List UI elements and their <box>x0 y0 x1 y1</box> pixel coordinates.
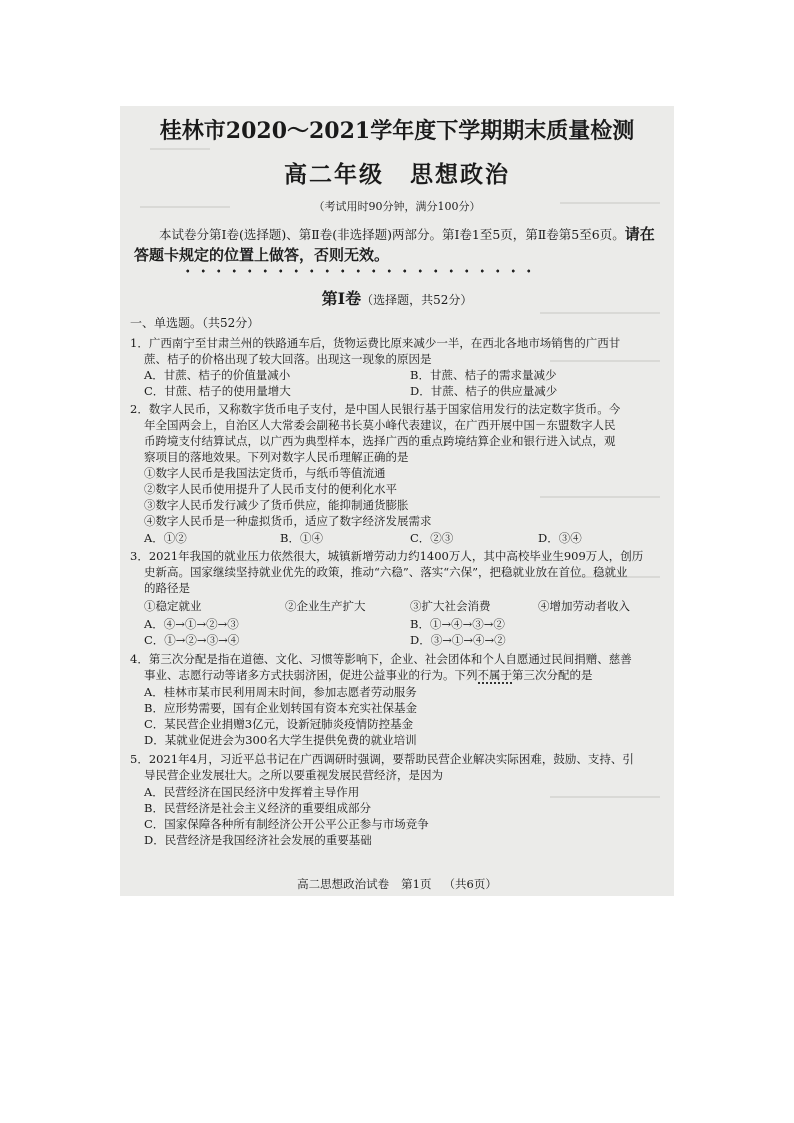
q5-option-b: B．民营经济是社会主义经济的重要组成部分 <box>144 801 371 815</box>
footer-name: 高二思想政治试卷 <box>297 877 390 891</box>
volume-note: （选择题，共52分） <box>361 293 473 307</box>
exam-title: 桂林市2020～2021学年度下学期期末质量检测 <box>159 118 635 144</box>
q1-option-b: B．甘蔗、桔子的需求量减少 <box>410 368 557 382</box>
q1-option-a: A．甘蔗、桔子的价值量减小 <box>144 368 291 382</box>
q5-option-d: D．民营经济是我国经济社会发展的重要基础 <box>144 833 372 847</box>
q2-statement-4: ④数字人民币是一种虚拟货币，适应了数字经济发展需求 <box>144 514 432 528</box>
q1-stem-2: 蔗、桔子的价格出现了较大回落。出现这一现象的原因是 <box>144 352 432 366</box>
q3-statement-3: ③扩大社会消费 <box>410 599 491 613</box>
q3-option-b: B．①→④→③→② <box>410 617 505 631</box>
q2-option-c: C．②③ <box>410 531 454 545</box>
q3-statement-4: ④增加劳动者收入 <box>538 599 630 613</box>
q2-statement-1: ①数字人民币是我国法定货币，与纸币等值流通 <box>144 466 386 480</box>
q4-stem-2a: 事业、志愿行动等诸多方式扶弱济困，促进公益事业的行为。下列 <box>144 668 478 682</box>
exam-subtitle <box>120 156 674 189</box>
q1-stem-1: 1．广西南宁至甘肃兰州的铁路通车后，货物运费比原来减少一半，在西北各地市场销售的广西甘 <box>130 336 621 350</box>
q3-stem-3: 的路径是 <box>144 581 190 595</box>
q1-option-d: D．甘蔗、桔子的供应量减少 <box>410 384 558 398</box>
time-note: （考试用时90分钟，满分100分） <box>313 200 481 213</box>
q2-option-b: B．①④ <box>280 531 323 545</box>
q4-stem-1: 4．第三次分配是指在道德、文化、习惯等影响下，企业、社会团体和个人自愿通过民间捐赠、慈善 <box>130 652 632 666</box>
emphasis-dots <box>180 268 540 274</box>
q3-option-a: A．④→①→②→③ <box>144 617 239 631</box>
q2-option-d: D．③④ <box>538 531 582 545</box>
q4-option-b: B．应形势需要，国有企业划转国有资本充实社保基金 <box>144 701 417 715</box>
q4-option-d: D．某就业促进会为300名大学生提供免费的就业培训 <box>144 733 417 747</box>
q4-option-a: A．桂林市某市民利用周末时间，参加志愿者劳动服务 <box>144 685 417 699</box>
q2-stem-4: 察项目的落地效果。下列对数字人民币理解正确的是 <box>144 450 409 464</box>
footer-total: （共6页） <box>443 877 497 891</box>
q4-emphasis: 不属于 <box>477 668 512 682</box>
exam-page <box>120 106 674 896</box>
q3-statement-1: ①稳定就业 <box>144 599 202 613</box>
q2-statement-2: ②数字人民币使用提升了人民币支付的便利化水平 <box>144 482 397 496</box>
intro-paragraph <box>134 224 664 266</box>
subject-label: 思想政治 <box>410 161 510 188</box>
intro-line-1: 本试卷分第Ⅰ卷(选择题)、第Ⅱ卷(非选择题)两部分。第Ⅰ卷1至5页，第Ⅱ卷第5至 <box>159 227 592 242</box>
q5-stem-1: 5．2021年4月，习近平总书记在广西调研时强调，要帮助民营企业解决实际困难，鼓励、支持、引 <box>130 752 634 766</box>
q2-stem-2: 年全国两会上，自治区人大常委会副秘书长莫小峰代表建议，在广西开展中国－东盟数字人民 <box>144 418 616 432</box>
q2-stem-3: 币跨境支付结算试点，以广西为典型样本，选择广西的重点跨境结算企业和银行进入试点，观 <box>144 434 616 448</box>
q3-option-d: D．③→①→④→② <box>410 633 506 647</box>
q3-statement-2: ②企业生产扩大 <box>285 599 366 613</box>
q5-option-a: A．民营经济在国民经济中发挥着主导作用 <box>144 785 360 799</box>
footer-page: 第1页 <box>401 877 432 891</box>
q1-option-c: C．甘蔗、桔子的使用量增大 <box>144 384 291 398</box>
q4-stem-2 <box>144 667 593 683</box>
q2-option-a: A．①② <box>144 531 187 545</box>
q4-option-c: C．某民营企业捐赠3亿元，设新冠肺炎疫情防控基金 <box>144 717 414 731</box>
q3-stem-1: 3．2021年我国的就业压力依然很大，城镇新增劳动力约1400万人，其中高校毕业生909万人，创历 <box>130 549 644 563</box>
q2-stem-1: 2．数字人民币，又称数字货币电子支付，是中国人民银行基于国家信用发行的法定数字货币。今 <box>130 402 621 416</box>
q2-statement-3: ③数字人民币发行减少了货币供应，能抑制通货膨胀 <box>144 498 409 512</box>
page-footer <box>120 876 674 892</box>
volume-heading <box>120 286 674 309</box>
intro-pages: 6页。 <box>591 227 625 242</box>
intro-instruction: 请在答题卡规定的位置上做答，否则无效。 <box>134 225 655 264</box>
section-heading: 一、单选题。（共52分） <box>130 316 260 330</box>
q5-stem-2: 导民营企业发展壮大。之所以要重视发展民营经济，是因为 <box>144 768 443 782</box>
q3-option-c: C．①→②→③→④ <box>144 633 240 647</box>
grade-label: 高二年级 <box>284 161 384 188</box>
q4-stem-2c: 第三次分配的是 <box>512 668 593 682</box>
q3-stem-2: 史新高。国家继续坚持就业优先的政策，推动“六稳”、落实“六保”，把稳就业放在首位。稳就业 <box>144 565 628 579</box>
q5-option-c: C．国家保障各种所有制经济公开公平公正参与市场竞争 <box>144 817 429 831</box>
volume-title: 第Ⅰ卷 <box>321 289 362 308</box>
